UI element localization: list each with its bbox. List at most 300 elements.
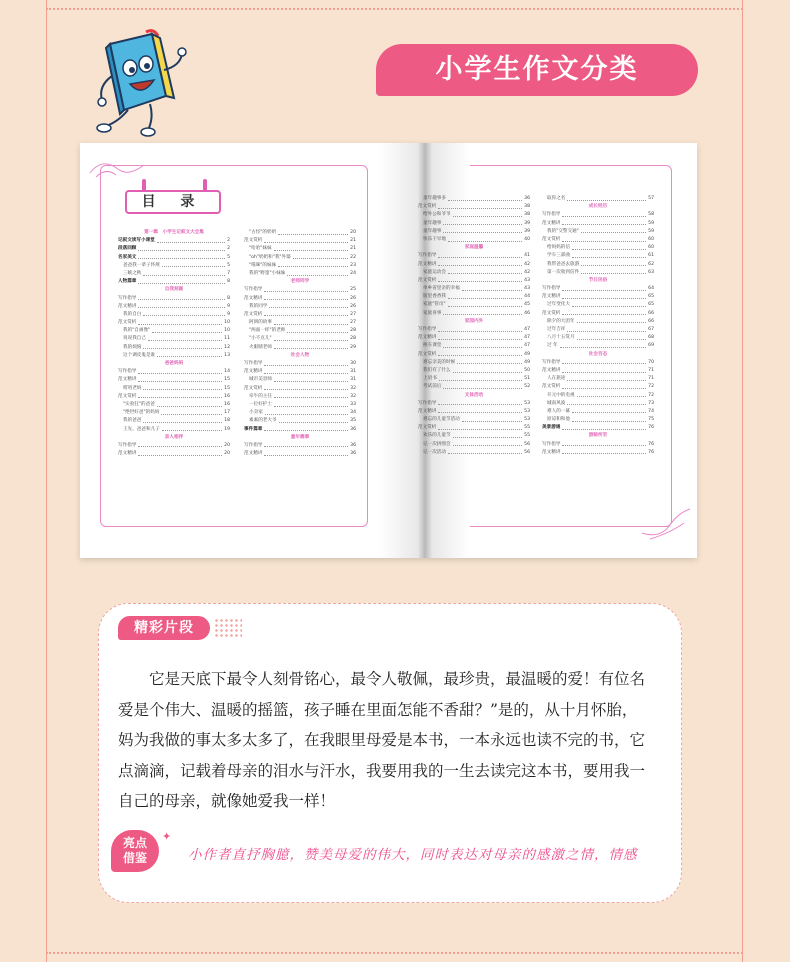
toc-entry-title: 范文赏析 — [418, 204, 437, 210]
toc-entry-title: "小不点儿" — [249, 336, 272, 342]
toc-entry — [118, 278, 230, 286]
toc-page-number: 35 — [350, 418, 356, 424]
toc-dot-leader — [138, 245, 225, 251]
toc-entry — [418, 441, 530, 449]
toc-page-number: 40 — [524, 236, 530, 242]
toc-entry — [418, 252, 530, 260]
toc-page-number: 38 — [524, 204, 530, 210]
toc-entry — [118, 262, 230, 270]
toc-entry-title: 我的"自画像" — [123, 328, 151, 334]
toc-category — [118, 286, 230, 294]
toc-entry-title: 单乡省里亲的幸福 — [423, 286, 460, 292]
toc-entry-title: 事件篇章 — [244, 426, 263, 432]
toc-entry-title: 范文精讲 — [542, 220, 561, 226]
toc-entry — [542, 195, 654, 203]
toc-dot-leader — [138, 450, 222, 456]
toc-dot-leader — [562, 359, 646, 365]
toc-dot-leader — [143, 311, 225, 317]
toc-entry — [118, 368, 230, 376]
toc-page-number: 76 — [648, 441, 654, 447]
toc-entry — [418, 211, 530, 219]
toc-entry-title: "oh"奶奶和"我"外婆 — [249, 254, 291, 260]
toc-dot-leader — [274, 393, 348, 399]
toc-entry — [244, 409, 356, 417]
toc-entry-title: 范文赏析 — [542, 236, 561, 242]
toc-page-number: 10 — [224, 320, 230, 326]
toc-page-number: 42 — [524, 269, 530, 275]
toc-entry — [244, 303, 356, 311]
toc-entry — [418, 269, 530, 277]
toc-page-number: 15 — [224, 377, 230, 383]
toc-page-number: 13 — [224, 352, 230, 358]
toc-category — [542, 277, 654, 285]
toc-entry — [542, 261, 654, 269]
toc-entry-title: 范文赏析 — [542, 310, 561, 316]
toc-entry — [118, 393, 230, 401]
toc-entry-title: 爸爸我一辈子怀规 — [123, 262, 160, 268]
toc-page-number: 49 — [524, 359, 530, 365]
toc-dot-leader — [138, 442, 222, 448]
toc-entry-title: 开元中的电视 — [547, 392, 575, 398]
toc-entry — [542, 285, 654, 293]
toc-entry-title: 社会百态 — [588, 351, 608, 357]
toc-entry — [244, 376, 356, 384]
toc-entry-title: 记一次拼图会 — [423, 441, 451, 447]
toc-entry — [118, 450, 230, 458]
toc-entry-title: 阿朗的故事 — [249, 320, 272, 326]
toc-dot-leader — [287, 327, 348, 333]
corner-flourish-icon — [640, 503, 692, 543]
toc-entry — [418, 285, 530, 293]
toc-entry — [244, 262, 356, 270]
toc-dot-leader — [572, 244, 646, 250]
toc-entry — [118, 335, 230, 343]
toc-category — [542, 203, 654, 211]
toc-page-number: 5 — [227, 262, 230, 268]
toc-dot-leader — [138, 254, 225, 260]
toc-entry — [244, 327, 356, 335]
toc-category — [418, 318, 530, 326]
toc-dot-leader — [572, 252, 646, 258]
toc-entry-title: 我的爸爸 — [123, 418, 142, 424]
toc-dot-leader — [443, 228, 522, 234]
highlight-badge — [111, 830, 159, 872]
toc-entry-title: 老师同学 — [290, 279, 310, 285]
toc-entry-title: 我的自白 — [123, 311, 142, 317]
toc-page-number: 47 — [524, 327, 530, 332]
excerpt-label: 精彩片段 — [118, 616, 210, 640]
toc-page-number: 69 — [648, 343, 654, 349]
toc-entry-title: 写作指导 — [418, 400, 437, 406]
toc-dot-leader — [143, 344, 222, 350]
highlight-comment: 小作者直抒胸臆，赞美母爱的伟大，同时表达对母亲的感激之情，情感 — [188, 847, 638, 863]
toc-page-number: 33 — [350, 401, 356, 407]
toc-page-number: 36 — [350, 426, 356, 432]
toc-entry-title: 范文赏析 — [418, 425, 437, 431]
toc-entry — [418, 400, 530, 408]
toc-dot-leader — [443, 342, 522, 348]
toc-entry — [418, 228, 530, 236]
toc-entry-title: 给外公和爷爷 — [423, 212, 451, 218]
toc-entry — [418, 220, 530, 228]
toc-page-number: 63 — [648, 269, 654, 275]
toc-page-number: 72 — [648, 392, 654, 398]
toc-entry-title: 范文精讲 — [542, 367, 561, 373]
toc-entry-title: 范文精讲 — [118, 451, 137, 457]
toc-page-number: 19 — [224, 426, 230, 432]
toc-page-number: 16 — [224, 393, 230, 399]
toc-page-number: 50 — [524, 367, 530, 373]
toc-dot-leader — [439, 375, 522, 381]
toc-dot-leader — [560, 342, 646, 348]
toc-page-number: 36 — [350, 451, 356, 457]
toc-entry-title: 家庭运动会 — [423, 269, 446, 275]
toc-entry-title: 家庭温馨 — [464, 245, 484, 251]
toc-category — [542, 432, 654, 440]
toc-category — [542, 351, 654, 359]
excerpt-line: 它是天底下最令人刻骨铭心，最令人敬佩，最珍贵，最温暖的爱！有位名 — [118, 670, 646, 688]
toc-entry-title: 过年吉祥 — [547, 327, 566, 332]
toc-entry-title: 取你之名 — [547, 196, 566, 201]
toc-entry-title: 范文精讲 — [244, 295, 263, 301]
toc-entry — [118, 352, 230, 360]
toc-page-number: 56 — [524, 449, 530, 455]
toc-entry-title: 范文赏析 — [542, 384, 561, 390]
toc-page-number: 74 — [648, 408, 654, 414]
toc-page-number: 56 — [524, 441, 530, 447]
toc-page-number: 32 — [350, 393, 356, 399]
toc-page-number: 65 — [648, 302, 654, 308]
toc-entry — [542, 301, 654, 309]
toc-page-number: 46 — [524, 310, 530, 316]
toc-dot-leader — [562, 424, 646, 430]
toc-page-number: 67 — [648, 327, 654, 332]
toc-page-number: 60 — [648, 245, 654, 251]
toc-entry-title: 范文精讲 — [542, 449, 561, 455]
toc-dot-leader — [581, 261, 646, 267]
toc-entry — [542, 367, 654, 375]
corner-flourish-icon — [88, 155, 148, 185]
toc-entry-title: 上语书 — [423, 376, 437, 382]
toc-entry-title: 除夕的大团年 — [547, 318, 575, 324]
toc-dot-leader — [264, 442, 348, 448]
toc-entry-title: 这个调皮鬼是谁 — [123, 352, 156, 358]
toc-category — [118, 229, 230, 237]
toc-entry — [418, 195, 530, 203]
toc-entry-title: 换车课堂 — [423, 343, 442, 349]
toc-entry — [542, 449, 654, 457]
toc-category — [244, 434, 356, 442]
toc-page-number: 62 — [648, 261, 654, 267]
toc-dot-leader — [438, 261, 522, 267]
toc-entry-title: 写作指导 — [118, 369, 137, 375]
toc-dot-leader — [581, 269, 646, 275]
toc-dot-leader — [162, 426, 222, 432]
toc-column-1 — [118, 229, 230, 458]
toc-entry — [418, 351, 530, 359]
toc-page-number: 12 — [224, 344, 230, 350]
toc-entry — [542, 342, 654, 350]
toc-dot-leader — [453, 441, 523, 447]
toc-entry — [118, 295, 230, 303]
toc-dot-leader — [562, 310, 646, 316]
toc-entry-title: 写作指导 — [244, 287, 263, 293]
toc-page-number: 43 — [524, 286, 530, 292]
toc-dot-leader — [264, 295, 348, 301]
toc-entry — [118, 327, 230, 335]
toc-page-number: 68 — [648, 335, 654, 341]
toc-page-number: 7 — [227, 270, 230, 276]
toc-dot-leader — [274, 319, 348, 325]
toc-dot-leader — [148, 335, 222, 341]
toc-page-number: 10 — [224, 328, 230, 334]
toc-page-number: 2 — [227, 246, 230, 252]
toc-dot-leader — [443, 310, 522, 316]
toc-page-number: 57 — [648, 196, 654, 201]
toc-entry — [418, 424, 530, 432]
toc-entry-title: "喵咪"的妹妹 — [249, 262, 277, 268]
toc-entry — [244, 295, 356, 303]
book-mascot-icon — [88, 26, 188, 138]
toc-page-number: 16 — [224, 401, 230, 407]
toc-dot-leader — [293, 254, 348, 260]
toc-entry — [418, 416, 530, 424]
toc-entry — [418, 236, 530, 244]
toc-page-number: 70 — [648, 359, 654, 365]
toc-dot-leader — [562, 236, 646, 242]
toc-entry — [542, 236, 654, 244]
toc-entry-title: 社会人物 — [290, 352, 310, 358]
toc-entry — [418, 203, 530, 211]
toc-category — [118, 434, 230, 442]
toc-entry-title: 我的同学 — [249, 303, 268, 309]
toc-dot-leader — [577, 334, 647, 340]
toc-category — [418, 392, 530, 400]
toc-dot-leader — [453, 367, 523, 373]
toc-entry — [418, 432, 530, 440]
toc-page-number: 21 — [350, 238, 356, 244]
toc-dot-leader — [438, 252, 522, 258]
toc-page-number: 47 — [524, 335, 530, 341]
toc-page-number: 23 — [350, 262, 356, 268]
toc-entry-title: 人物篇章 — [118, 279, 137, 285]
toc-entry-title: 游踪所至 — [588, 433, 608, 439]
toc-entry-title: 范文精讲 — [542, 294, 561, 300]
toc-page-number: 51 — [524, 376, 530, 382]
toc-entry-title: 八月十五赏月 — [547, 335, 575, 341]
toc-entry — [244, 245, 356, 253]
toc-column-3 — [418, 195, 530, 457]
toc-entry-title: 童年趣事 — [423, 220, 442, 226]
toc-dot-leader — [157, 237, 225, 243]
toc-entry — [244, 360, 356, 368]
page-title: 小学生作文分类 — [376, 44, 698, 96]
toc-page-number: 8 — [227, 279, 230, 285]
toc-entry — [418, 367, 530, 375]
toc-entry-title: 家庭喜事 — [423, 310, 442, 316]
toc-entry-title: 记一次活动 — [423, 449, 446, 455]
toc-dot-leader — [264, 450, 348, 456]
toc-dot-leader — [457, 359, 522, 365]
toc-entry — [244, 237, 356, 245]
toc-entry — [542, 375, 654, 383]
toc-entry — [244, 311, 356, 319]
toc-page-number: 76 — [648, 449, 654, 455]
toc-entry — [418, 301, 530, 309]
toc-dot-leader — [138, 376, 222, 382]
toc-page-number: 42 — [524, 261, 530, 267]
toc-dot-leader — [138, 295, 225, 301]
toc-dot-leader — [567, 375, 646, 381]
toc-page-number: 60 — [648, 236, 654, 242]
toc-entry — [542, 211, 654, 219]
toc-dot-leader — [264, 237, 348, 243]
toc-entry-title: 写作指导 — [118, 442, 137, 448]
toc-entry-title: 我带爸爸去旅游 — [547, 261, 580, 267]
toc-entry-title: 牵牛的主任 — [249, 393, 272, 399]
toc-entry-title: 给妈妈的信 — [547, 245, 570, 251]
toc-entry-title: 考试前后 — [423, 384, 442, 390]
toc-dot-leader — [562, 367, 646, 373]
toc-entry-title: 写作指导 — [418, 327, 437, 332]
toc-dot-leader — [264, 360, 348, 366]
toc-entry-title: 范文精讲 — [418, 335, 437, 341]
toc-entry — [418, 261, 530, 269]
toc-entry-title: 版里香香我 — [423, 294, 446, 300]
toc-page-number: 36 — [524, 196, 530, 201]
toc-dot-leader — [448, 293, 522, 299]
toc-page-number: 20 — [224, 442, 230, 448]
toc-entry-title: 节日民俗 — [588, 277, 608, 283]
toc-entry-title: 我的"野蛮"小妹妹 — [249, 270, 286, 276]
toc-page-number: 9 — [227, 303, 230, 309]
toc-dot-leader — [572, 301, 646, 307]
toc-dot-leader — [453, 211, 523, 217]
toc-entry — [244, 393, 356, 401]
toc-dot-leader — [264, 286, 348, 292]
toc-dot-leader — [162, 262, 225, 268]
toc-entry — [542, 408, 654, 416]
excerpt-text — [118, 664, 683, 817]
toc-entry-title: 难忘亲美的时候 — [423, 359, 456, 365]
toc-page-number: 71 — [648, 367, 654, 373]
toc-dot-leader — [138, 278, 225, 284]
toc-entry-title: 记叙文读写小课堂 — [118, 238, 155, 244]
toc-entry — [542, 392, 654, 400]
toc-dot-leader — [577, 392, 647, 398]
toc-dot-leader — [152, 327, 222, 333]
toc-page-number: 15 — [224, 385, 230, 391]
toc-entry — [244, 319, 356, 327]
toc-entry — [418, 277, 530, 285]
toc-page-number: 5 — [227, 254, 230, 260]
toc-entry-title: 写作指导 — [418, 253, 437, 259]
toc-entry-title: 写作指导 — [542, 286, 561, 292]
toc-entry-title: 一位好护士 — [249, 401, 272, 407]
badge-line: 亮点 — [122, 836, 147, 850]
toc-page-number: 30 — [350, 361, 356, 366]
excerpt-line: 爱是个伟大、温暖的摇篮，孩子睡在里面怎能不香甜？”是的，从十月怀胎， — [118, 700, 638, 719]
toc-dot-leader — [438, 277, 522, 283]
toc-entry-title: 范文赏析 — [244, 238, 263, 244]
toc-page-number: 20 — [224, 451, 230, 457]
toc-dot-leader — [438, 203, 522, 209]
toc-page-number: 75 — [648, 417, 654, 423]
toc-page-number: 8 — [227, 295, 230, 301]
toc-entry — [244, 344, 356, 352]
toc-entry — [118, 319, 230, 327]
toc-entry — [542, 326, 654, 334]
toc-page-number: 24 — [350, 270, 356, 276]
toc-entry — [542, 228, 654, 236]
toc-dot-leader — [448, 269, 522, 275]
toc-page-number: 14 — [224, 369, 230, 375]
toc-entry-title: 写作指导 — [542, 441, 561, 447]
toc-entry — [244, 368, 356, 376]
toc-entry — [118, 270, 230, 278]
toc-page-number: 55 — [524, 433, 530, 439]
toc-page-number: 22 — [350, 254, 356, 260]
toc-dot-leader — [143, 270, 225, 276]
toc-category — [244, 352, 356, 360]
toc-entry — [244, 229, 356, 237]
toc-entry — [542, 424, 654, 432]
toc-dot-leader — [567, 326, 646, 332]
toc-entry — [418, 334, 530, 342]
toc-page-number: 36 — [350, 442, 356, 448]
top-dotted-divider — [46, 8, 743, 10]
toc-entry — [542, 244, 654, 252]
toc-entry — [118, 254, 230, 262]
toc-entry-title: 第一辑 小学生记叙文大全集 — [144, 230, 204, 235]
sparkle-icon: ✦ — [162, 830, 172, 843]
toc-entry-title: 过年变化大 — [547, 302, 570, 308]
toc-entry-title: 家庭"管司" — [423, 302, 446, 308]
toc-entry-title: 自我刻画 — [164, 287, 184, 293]
toc-entry — [244, 417, 356, 425]
toc-page-number: 26 — [350, 295, 356, 301]
bottom-dotted-divider — [46, 952, 743, 954]
toc-entry — [418, 375, 530, 383]
toc-entry-title: 人在旅途 — [547, 376, 566, 382]
toc-page-number: 31 — [350, 377, 356, 383]
toc-entry-title: 原谅和和他 — [547, 417, 570, 423]
toc-page-number: 49 — [524, 351, 530, 357]
toc-entry-title: 我们有了什么 — [423, 367, 451, 373]
toc-entry — [418, 449, 530, 457]
toc-entry-title: 写作指导 — [244, 361, 263, 366]
toc-dot-leader — [274, 376, 348, 382]
toc-entry — [118, 245, 230, 253]
toc-dot-leader — [562, 220, 646, 226]
toc-entry — [418, 342, 530, 350]
toc-entry-title: 名家美文 — [118, 254, 137, 260]
toc-dot-leader — [562, 441, 646, 447]
toc-dot-leader — [138, 319, 222, 325]
toc-entry-title: 范文精讲 — [418, 261, 437, 267]
toc-entry-title: "古怪"的奶奶 — [249, 230, 277, 235]
toc-entry-title: 火眼睛老师 — [249, 344, 272, 350]
toc-dot-leader — [453, 432, 523, 438]
toc-dot-leader — [274, 344, 348, 350]
toc-dot-leader — [278, 262, 348, 268]
toc-dot-leader — [279, 417, 349, 423]
toc-entry-title: 写作指导 — [118, 295, 137, 301]
toc-dot-leader — [264, 385, 348, 391]
toc-page-number: 52 — [524, 384, 530, 390]
toc-entry-title: 王先、爸爸和儿子 — [123, 426, 160, 432]
toc-entry-title: 我的"交警交通" — [547, 228, 579, 234]
